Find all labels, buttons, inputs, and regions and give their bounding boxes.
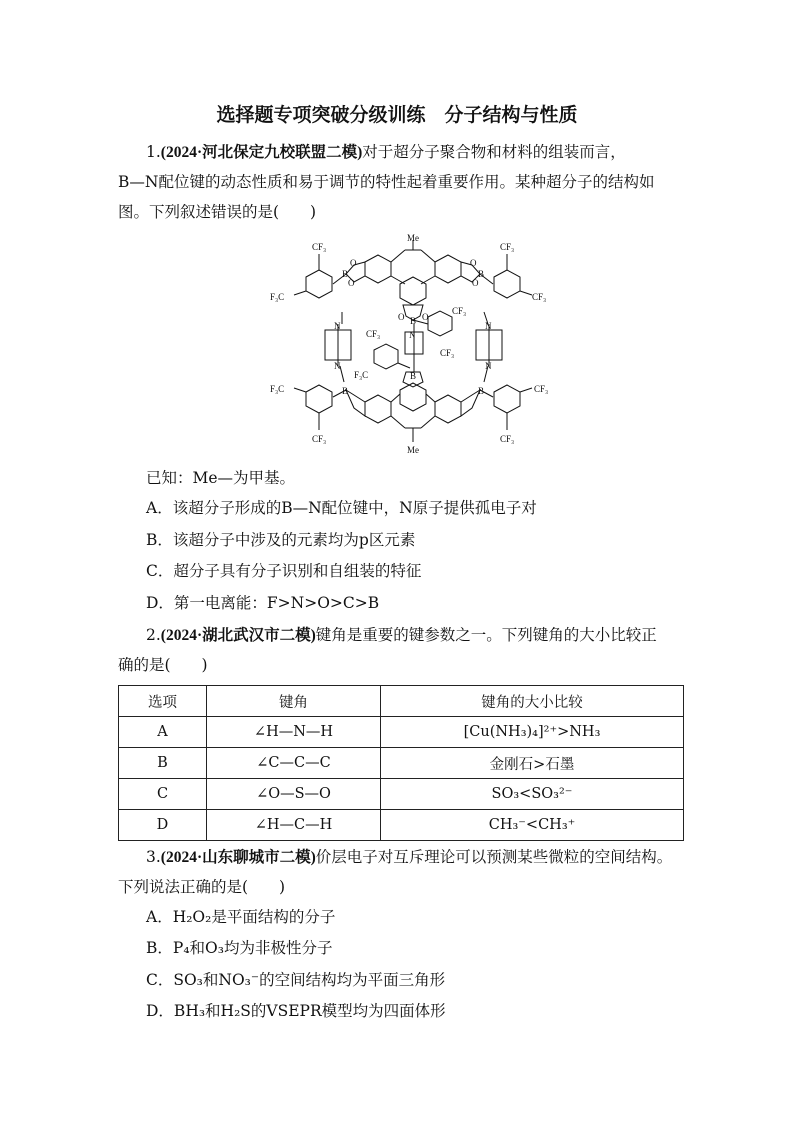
label-cf3-2: CF₃ — [500, 242, 515, 252]
q1-stem-line2: B—N配位键的动态性质和易于调节的特性起着重要作用。某种超分子的结构如 — [118, 173, 655, 191]
table-row — [119, 779, 684, 810]
label-b-5: B — [342, 386, 349, 396]
label-cf3-5: CF₃ — [440, 348, 455, 358]
table-cell: C — [119, 779, 207, 810]
aryl-bottom-left — [306, 385, 332, 413]
structure-labels — [270, 233, 548, 455]
table-cell: ∠C—C—C — [207, 748, 381, 779]
label-o-6: O — [422, 312, 429, 322]
label-o-4: O — [472, 278, 479, 288]
label-cf3-9: CF₃ — [500, 434, 515, 444]
aryl-center-bottom — [374, 344, 398, 369]
label-f3c-1: F₃C — [270, 292, 285, 302]
label-f3c-3: F₃C — [270, 384, 285, 394]
table-header: 选项 — [119, 686, 207, 717]
label-b-4: B — [410, 371, 417, 381]
q3-option-a: A．H₂O₂是平面结构的分子 — [146, 908, 336, 926]
q1-stem-line1 — [146, 142, 626, 163]
q3-stem-line1 — [146, 847, 672, 868]
table-header: 键角的大小比较 — [381, 686, 684, 717]
table-cell: D — [119, 810, 207, 841]
q1-text1: 对于超分子聚合物和材料的组装而言， — [362, 143, 626, 161]
table-cell: ∠H—C—H — [207, 810, 381, 841]
table-cell: SO₃<SO₃²⁻ — [381, 779, 684, 810]
top-right-benzene — [435, 255, 461, 283]
table-row — [119, 810, 684, 841]
q2-stem-line1 — [146, 625, 657, 646]
q1-known: 已知：Me—为甲基。 — [146, 469, 296, 487]
label-o-3: O — [470, 258, 477, 268]
q3-text1: 价层电子对互斥理论可以预测某些微粒的空间结构。 — [315, 848, 673, 866]
table-cell: 金刚石>石墨 — [381, 748, 684, 779]
q3-option-c: C．SO₃和NO₃⁻的空间结构均为平面三角形 — [146, 971, 446, 989]
label-cf3-3: CF₃ — [532, 292, 547, 302]
q3-number: 3. — [146, 848, 161, 866]
bottom-left-dioxaborole — [346, 390, 365, 416]
q3-source: (2024·山东聊城市二模) — [160, 849, 316, 866]
bottom-left-benzene — [365, 395, 391, 423]
top-left-benzene — [365, 255, 391, 283]
label-n-3: N — [485, 321, 492, 331]
label-n-1: N — [334, 321, 341, 331]
table-header-row — [119, 686, 684, 717]
label-cf3-1: CF₃ — [312, 242, 327, 252]
q1-stem-line3: 图。下列叙述错误的是( ) — [118, 203, 317, 221]
label-b-3: B — [410, 316, 417, 326]
table-cell: B — [119, 748, 207, 779]
q3-option-d: D．BH₃和H₂S的VSEPR模型均为四面体形 — [146, 1002, 446, 1020]
page-title: 选择题专项突破分级训练 分子结构与性质 — [216, 104, 578, 126]
table-row — [119, 717, 684, 748]
top-center-benzene — [400, 277, 426, 305]
q1-option-b: B．该超分子中涉及的元素均为p区元素 — [146, 531, 416, 549]
q1-option-a: A．该超分子形成的B—N配位键中，N原子提供孤电子对 — [146, 499, 537, 517]
q1-number: 1. — [146, 143, 161, 161]
label-n-2: N — [334, 361, 341, 371]
q1-option-d: D．第一电离能：F>N>O>C>B — [146, 594, 380, 612]
q3-stem-line2: 下列说法正确的是( ) — [118, 878, 286, 896]
aryl-top-right — [494, 270, 520, 298]
table-cell: ∠O—S—O — [207, 779, 381, 810]
q2-stem-line2: 确的是( ) — [118, 656, 208, 674]
label-o-2: O — [348, 278, 355, 288]
label-n-4: N — [485, 361, 492, 371]
label-b-6: B — [478, 386, 485, 396]
aryl-bottom-right — [494, 385, 520, 413]
q2-source: (2024·湖北武汉市二模) — [160, 627, 316, 644]
label-me-bottom: Me — [407, 445, 419, 455]
aryl-top-left — [306, 270, 332, 298]
label-o-5: O — [398, 312, 405, 322]
label-me-top: Me — [407, 233, 419, 243]
q2-text1: 键角是重要的键参数之一。下列键角的大小比较正 — [315, 626, 657, 644]
table-cell: ∠H—N—H — [207, 717, 381, 748]
label-b-2: B — [478, 269, 485, 279]
bottom-right-benzene — [435, 395, 461, 423]
aryl-center-top — [428, 311, 452, 336]
q2-number: 2. — [146, 626, 161, 644]
label-cf3-4: CF₃ — [452, 306, 467, 316]
label-cf3-7: CF₃ — [312, 434, 327, 444]
label-cf3-8: CF₃ — [534, 384, 549, 394]
table-header: 键角 — [207, 686, 381, 717]
q1-option-c: C．超分子具有分子识别和自组装的特征 — [146, 562, 422, 580]
table-row — [119, 748, 684, 779]
bond-angle-table — [118, 685, 684, 841]
table-cell: A — [119, 717, 207, 748]
table-cell: CH₃⁻<CH₃⁺ — [381, 810, 684, 841]
label-cf3-6: CF₃ — [366, 329, 381, 339]
q3-option-b: B．P₄和O₃均为非极性分子 — [146, 939, 333, 957]
q1-source: (2024·河北保定九校联盟二模) — [160, 144, 363, 161]
supramolecule-structure-figure — [270, 232, 560, 457]
label-o-1: O — [350, 258, 357, 268]
label-f3c-2: F₃C — [354, 370, 369, 380]
label-n-5: N — [409, 330, 416, 340]
table-cell: [Cu(NH₃)₄]²⁺>NH₃ — [381, 717, 684, 748]
label-b-1: B — [342, 269, 349, 279]
